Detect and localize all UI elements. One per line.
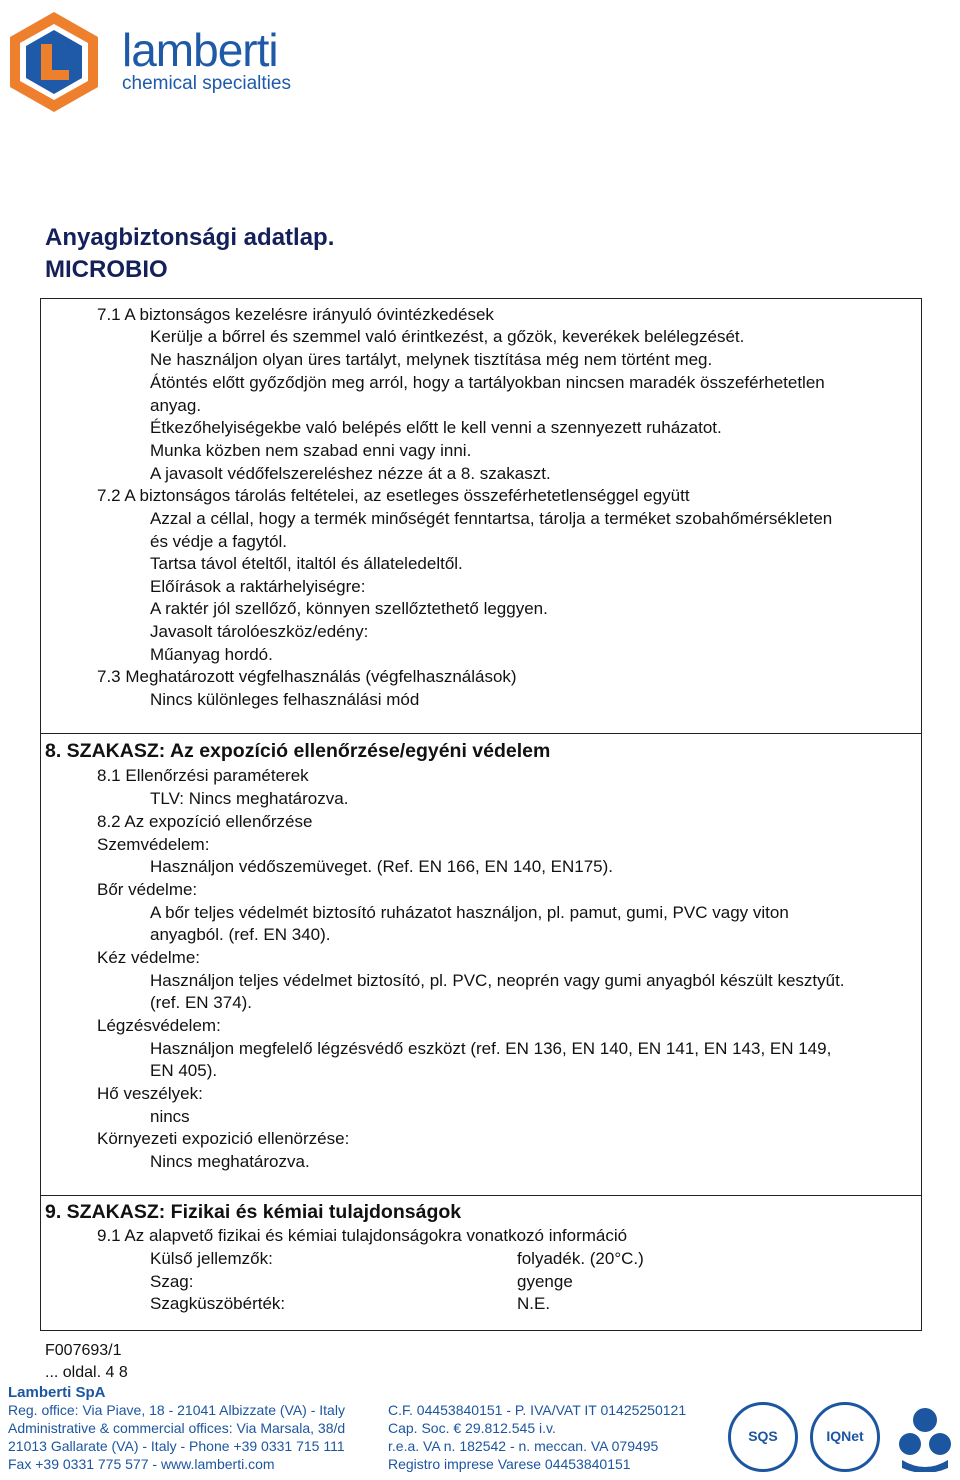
subsection-heading: 7.2 A biztonságos tárolás feltételei, az esetleges összeférhetetlenséggel együtt	[97, 486, 690, 505]
document-title-product: MICROBIO	[45, 256, 168, 283]
text-line: Műanyag hordó.	[150, 645, 273, 664]
property-label: Szag:	[150, 1272, 194, 1291]
company-footer	[0, 1382, 960, 1480]
text-line: Átöntés előtt győződjön meg arról, hogy a tartályokban nincsen maradék összeférhetetlen	[150, 373, 825, 392]
subsection-heading: 9.1 Az alapvető fizikai és kémiai tulajdonságokra vonatkozó információ	[97, 1226, 628, 1245]
label-line: Szemvédelem:	[97, 835, 210, 854]
company-address-line: Fax +39 0331 775 577 - www.lamberti.com	[8, 1456, 275, 1472]
responsible-care-icon	[896, 1400, 954, 1472]
label-line: Kéz védelme:	[97, 948, 200, 967]
iqnet-certification-seal	[810, 1402, 880, 1472]
text-line: (ref. EN 374).	[150, 993, 253, 1012]
text-line: A javasolt védőfelszereléshez nézze át a 8. szakaszt.	[150, 464, 551, 483]
text-line: Munka közben nem szabad enni vagy inni.	[150, 441, 472, 460]
iqnet-label: IQNet	[826, 1428, 864, 1444]
brand-subtitle: chemical specialties	[122, 73, 291, 94]
page-number: ... oldal. 4 8	[45, 1364, 128, 1381]
text-line: A raktér jól szellőző, könnyen szellőztethető leggyen.	[150, 599, 548, 618]
text-line: Étkezőhelyiségekbe való belépés előtt le kell venni a szennyezett ruházatot.	[150, 418, 722, 437]
text-line: 7.1 A biztonságos kezelésre irányuló óvintézkedések	[97, 305, 494, 324]
document-title-line1: Anyagbiztonsági adatlap.	[45, 224, 335, 251]
company-address-line: Reg. office: Via Piave, 18 - 21041 Albizzate (VA) - Italy	[8, 1402, 345, 1418]
company-registry-line: r.e.a. VA n. 182542 - n. meccan. VA 079495	[388, 1438, 659, 1454]
text-line: Használjon teljes védelmet biztosító, pl. PVC, neoprén vagy gumi anyagból készült kesztyűt.	[150, 971, 845, 990]
text-line: Kerülje a bőrrel és szemmel való érintkezést, a gőzök, keverékek belélegzését.	[150, 327, 745, 346]
property-label: Külső jellemzők:	[150, 1249, 273, 1268]
property-value: N.E.	[517, 1294, 551, 1313]
section-8-heading: 8. SZAKASZ: Az expozíció ellenőrzése/egyéni védelem	[45, 740, 551, 762]
brand-name: lamberti	[122, 24, 278, 76]
label-line: Hő veszélyek:	[97, 1084, 203, 1103]
lamberti-logo	[8, 10, 100, 114]
company-address-line: 21013 Gallarate (VA) - Italy - Phone +39 0331 715 111	[8, 1438, 345, 1454]
text-line: Használjon védőszemüveget. (Ref. EN 166, EN 140, EN175).	[150, 857, 614, 876]
text-line: Azzal a céllal, hogy a termék minőségét fenntartsa, tárolja a terméket szobahőmérsékleten	[150, 509, 833, 528]
text-line: anyagból. (ref. EN 340).	[150, 925, 331, 944]
section-9-heading: 9. SZAKASZ: Fizikai és kémiai tulajdonságok	[45, 1201, 462, 1223]
label-line: Környezeti expozició ellenörzése:	[97, 1129, 350, 1148]
text-line: Nincs meghatározva.	[150, 1152, 310, 1171]
document-code: F007693/1	[45, 1342, 122, 1359]
text-line: anyag.	[150, 396, 202, 415]
property-value: gyenge	[517, 1272, 573, 1291]
document-title	[45, 222, 334, 286]
text-line: Tartsa távol ételtől, italtól és állateledeltől.	[150, 554, 463, 573]
subsection-heading: 8.2 Az expozíció ellenőrzése	[97, 812, 313, 831]
sqs-certification-seal	[728, 1402, 798, 1472]
label-line: Bőr védelme:	[97, 880, 198, 899]
text-line: nincs	[150, 1107, 190, 1126]
company-name: Lamberti SpA	[8, 1384, 106, 1401]
section-9-box	[40, 1195, 922, 1331]
section-8-box	[40, 733, 922, 1196]
text-line: Javasolt tárolóeszköz/edény:	[150, 622, 369, 641]
company-registry-line: Registro imprese Varese 04453840151	[388, 1456, 631, 1472]
company-address-line: Administrative & commercial offices: Via Marsala, 38/d	[8, 1420, 346, 1436]
text-line: Ne használjon olyan üres tartályt, melynek tisztítása még nem történt meg.	[150, 350, 713, 369]
subsection-heading: 7.3 Meghatározott végfelhasználás (végfelhasználások)	[97, 667, 517, 686]
text-line: és védje a fagytól.	[150, 532, 288, 551]
label-line: Légzésvédelem:	[97, 1016, 221, 1035]
brand	[122, 24, 291, 96]
property-value: folyadék. (20°C.)	[517, 1249, 644, 1268]
section-7-box	[40, 298, 922, 734]
text-line: A bőr teljes védelmét biztosító ruházatot használjon, pl. pamut, gumi, PVC vagy viton	[150, 903, 789, 922]
company-registry-line: Cap. Soc. € 29.812.545 i.v.	[388, 1420, 556, 1436]
text-line: Nincs különleges felhasználási mód	[150, 690, 420, 709]
text-line: Előírások a raktárhelyiségre:	[150, 577, 366, 596]
company-registry-line: C.F. 04453840151 - P. IVA/VAT IT 01425250121	[388, 1402, 687, 1418]
property-label: Szagküszöbérték:	[150, 1294, 286, 1313]
text-line: Használjon megfelelő légzésvédő eszközt (ref. EN 136, EN 140, EN 141, EN 143, EN 149,	[150, 1039, 832, 1058]
text-line: TLV: Nincs meghatározva.	[150, 789, 349, 808]
sqs-label: SQS	[748, 1428, 778, 1444]
text-line: EN 405).	[150, 1061, 218, 1080]
subsection-heading: 8.1 Ellenőrzési paraméterek	[97, 766, 309, 785]
